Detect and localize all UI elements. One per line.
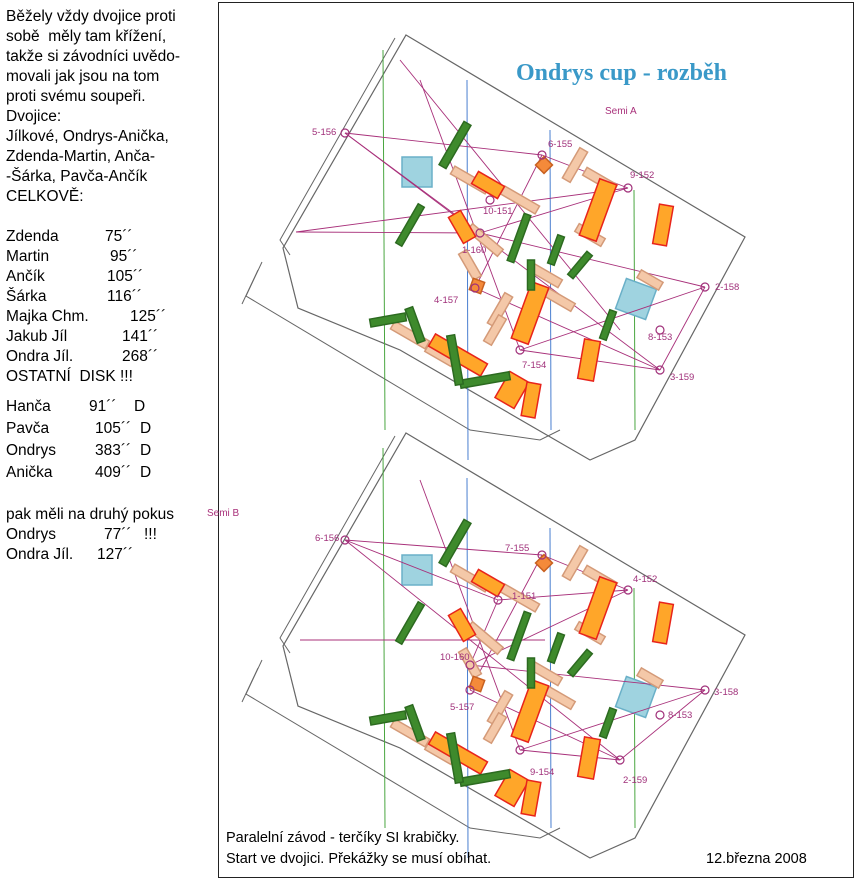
footer-line-2: Start ve dvojici. Překážky se musí obíhat. xyxy=(226,851,492,867)
pairs-line: Zdenda-Martin, Anča- xyxy=(6,148,156,165)
control-label: 3-159 xyxy=(670,372,695,383)
result-name: Martin xyxy=(6,248,50,265)
route-line xyxy=(296,232,480,233)
second-try-name: Ondrys xyxy=(6,526,56,543)
second-try-name: Ondra Jíl. xyxy=(6,546,74,563)
green-plank xyxy=(439,519,471,566)
bench xyxy=(562,148,587,183)
others-heading: OSTATNÍ DISK !!! xyxy=(6,368,133,385)
green-plank xyxy=(396,204,425,246)
obstacle xyxy=(472,171,505,198)
control-ring xyxy=(656,711,664,719)
control-label: 5-157 xyxy=(450,702,475,713)
blue-square xyxy=(402,555,432,585)
control-label: 6-155 xyxy=(548,139,573,150)
semi-label: Semi A xyxy=(605,106,637,117)
obstacle xyxy=(579,577,616,640)
bench xyxy=(390,719,429,747)
control-label: 7-155 xyxy=(505,543,530,554)
result-name: Ančík xyxy=(6,268,45,285)
route-line xyxy=(345,133,660,370)
result-name: Jakub Jíl xyxy=(6,328,68,345)
disk-result-time: 409´´ xyxy=(95,464,132,481)
result-time: 125´´ xyxy=(130,308,167,325)
green-plank xyxy=(507,611,531,660)
result-time: 95´´ xyxy=(110,248,138,265)
control-label: 9-154 xyxy=(530,767,555,778)
second-try-note: !!! xyxy=(144,526,157,543)
control-label: 2-159 xyxy=(623,775,648,786)
pairs-heading: Dvojice: xyxy=(6,108,62,125)
control-label: 6-156 xyxy=(315,533,340,544)
green-plank xyxy=(528,658,535,688)
result-time: 141´´ xyxy=(122,328,159,345)
result-time: 116´´ xyxy=(107,288,143,305)
result-time: 105´´ xyxy=(107,268,144,285)
guide-line xyxy=(383,50,385,430)
obstacle xyxy=(578,339,601,381)
disk-flag: D xyxy=(140,420,152,437)
bench xyxy=(562,546,587,581)
disk-result-name: Ondrys xyxy=(6,442,56,459)
disk-result-name: Hanča xyxy=(6,398,51,415)
orange-marker xyxy=(469,676,484,691)
disk-result-name: Anička xyxy=(6,464,53,481)
control-label: 4-152 xyxy=(633,574,658,585)
obstacle xyxy=(579,179,616,242)
guide-line xyxy=(383,448,385,828)
intro-line: movali jak jsou na tom xyxy=(6,68,160,85)
pairs-line: -Šárka, Pavča-Ančík xyxy=(6,168,148,185)
blue-square xyxy=(402,157,432,187)
control-ring xyxy=(486,196,494,204)
second-try-heading: pak měli na druhý pokus xyxy=(6,506,175,523)
disk-result-name: Pavča xyxy=(6,420,50,437)
obstacle xyxy=(511,680,548,743)
pairs-line: Jílkové, Ondrys-Anička, xyxy=(6,128,169,145)
disk-flag: D xyxy=(140,464,152,481)
intro-line: Běžely vždy dvojice proti xyxy=(6,8,176,25)
control-label: 5-156 xyxy=(312,127,337,138)
intro-line: proti svému soupeři. xyxy=(6,88,146,105)
map-title: Ondrys cup - rozběh xyxy=(516,60,727,86)
control-label: 2-158 xyxy=(715,282,740,293)
control-label: 1-151 xyxy=(512,591,537,602)
route-line xyxy=(345,540,498,600)
obstacle xyxy=(578,737,601,779)
map-date: 12.března 2008 xyxy=(706,851,807,867)
control-label: 9-152 xyxy=(630,170,655,181)
result-time: 75´´ xyxy=(105,228,133,245)
green-plank xyxy=(528,260,535,290)
disk-result-time: 91´´ xyxy=(89,398,117,415)
total-heading: CELKOVĚ: xyxy=(6,188,84,205)
semi-map xyxy=(207,433,745,858)
result-name: Majka Chm. xyxy=(6,308,89,325)
route-line xyxy=(660,287,705,370)
intro-line: takže si závodníci uvědo- xyxy=(6,48,181,65)
green-plank xyxy=(568,649,593,676)
control-label: 8-153 xyxy=(668,710,693,721)
result-name: Ondra Jíl. xyxy=(6,348,74,365)
route-line xyxy=(520,750,620,760)
control-label: 4-157 xyxy=(434,295,459,306)
disk-flag: D xyxy=(140,442,152,459)
obstacle xyxy=(653,602,674,644)
result-name: Zdenda xyxy=(6,228,59,245)
second-try-time: 127´´ xyxy=(97,546,134,563)
control-label: 1-160 xyxy=(462,245,487,256)
bench xyxy=(545,687,575,710)
green-plank xyxy=(396,602,425,644)
control-label: 7-154 xyxy=(522,360,547,371)
semi-label: Semi B xyxy=(207,508,240,519)
bench xyxy=(545,289,575,312)
disk-result-time: 105´´ xyxy=(95,420,132,437)
control-label: 8-153 xyxy=(648,332,673,343)
obstacle xyxy=(472,569,505,596)
semi-map xyxy=(242,35,745,460)
intro-line: sobě měly tam křížení, xyxy=(6,28,167,45)
disk-flag: D xyxy=(134,398,146,415)
obstacle xyxy=(511,282,548,345)
result-time: 268´´ xyxy=(122,348,159,365)
control-label: 3-158 xyxy=(714,687,739,698)
second-try-time: 77´´ xyxy=(104,526,132,543)
disk-result-time: 383´´ xyxy=(95,442,132,459)
control-label: 10-160 xyxy=(440,652,470,663)
obstacle xyxy=(653,204,674,246)
bench xyxy=(390,321,429,349)
footer-line-1: Paralelní závod - terčíky SI krabičky. xyxy=(226,830,460,846)
control-label: 10-151 xyxy=(483,206,513,217)
result-name: Šárka xyxy=(6,288,47,305)
